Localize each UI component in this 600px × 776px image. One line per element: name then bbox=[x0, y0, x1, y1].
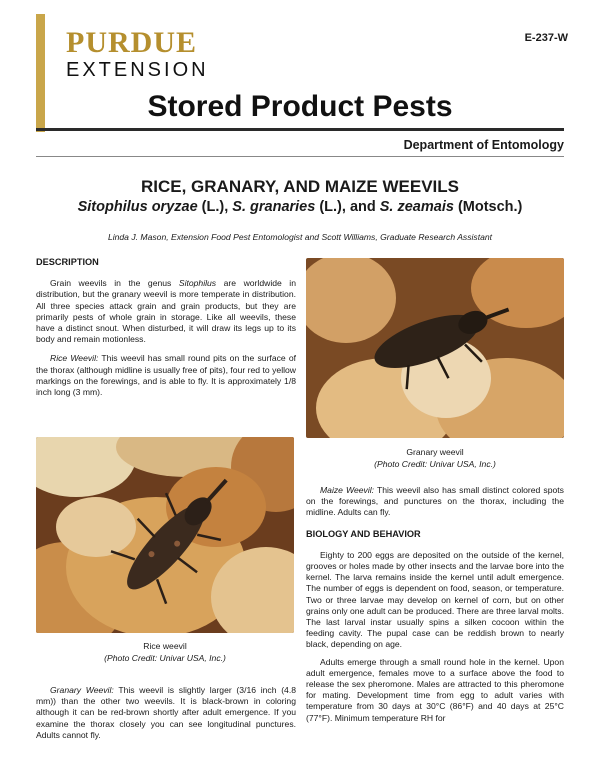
header-divider bbox=[36, 128, 564, 131]
right-column-text bbox=[306, 485, 564, 730]
logo-purdue-text: PURDUE bbox=[66, 26, 197, 59]
description-paragraph: Grain weevils in the genus Sitophilus are worldwide in distribution, but the granary weevil is more temperate in distribution. All three species attack grain and grain products, but they are primarily pests of whole grain in storage. Like all weevils, these have a distinct snout. When disturbed, it will draw its legs up to its body and remain motionless. bbox=[36, 278, 296, 345]
granary-weevil-paragraph bbox=[36, 685, 296, 747]
granary-weevil-text: This weevil is slightly larger (3/16 inch (4.8 mm)) than the other two weevils. It is black-brown in coloring although it can be red-brown shortly after adult emergence. If you examine the thorax closely you can see longitudinal punctures. Adults cannot fly. bbox=[36, 685, 297, 740]
maize-weevil-text: This weevil also has small distinct colored spots on the forewings, and punctures on the thorax, including the midline. Adults can fly. bbox=[306, 485, 564, 518]
photo-credit: (Photo Credit: Univar USA, Inc.) bbox=[104, 653, 226, 663]
description-heading: DESCRIPTION bbox=[36, 257, 99, 267]
biology-paragraph: Eighty to 200 eggs are deposited on the outside of the kernel, grooves or holes made by other insects and the larvae bore into the kernel. The larva remains inside the kernel until adult emergence. The number of eggs is dependent on food, season, or temperature. Two or three larvae may develop on kernel of corn, but on other grains only one adult can be produced. There are three larval molts. The last larval instar usually spins a silken cocoon within the feeding cavity. The pupal case can be reddish brown to nearly black, depending on age. bbox=[306, 549, 564, 650]
rice-weevil-paragraph bbox=[36, 353, 296, 398]
logo-extension-text: EXTENSION bbox=[66, 59, 209, 81]
maize-weevil-paragraph bbox=[306, 485, 564, 519]
description-section bbox=[36, 257, 296, 404]
authors-line: Linda J. Mason, Extension Food Pest Entomologist and Scott Williams, Graduate Research Assistant bbox=[107, 232, 493, 242]
granary-weevil-lead: Granary Weevil: bbox=[50, 685, 114, 695]
article-subtitle: Sitophilus oryzae (L.), S. granaries (L.), and S. zeamais (Motsch.) bbox=[77, 199, 523, 215]
maize-weevil-lead: Maize Weevil: bbox=[320, 485, 375, 495]
department-divider bbox=[36, 156, 564, 157]
rice-weevil-photo bbox=[36, 437, 294, 633]
department-label: Department of Entomology bbox=[403, 138, 564, 152]
adult-emergence-paragraph: Adults emerge through a small round hole in the kernel. Upon adult emergence, females move to a surface above the food to release the sex pheromone. Males are attracted to this pheromone for mating. Development time from egg to adult varies with temperature from 30 days at 30°C (86°F) and 40 days at 25°C (77°F). Minimum temperature RH for bbox=[306, 656, 564, 723]
caption-title: Granary weevil bbox=[406, 447, 464, 457]
granary-weevil-photo bbox=[306, 258, 564, 438]
caption-title: Rice weevil bbox=[143, 641, 187, 651]
photo-credit: (Photo Credit: Univar USA, Inc.) bbox=[374, 459, 496, 469]
article-title: RICE, GRANARY, AND MAIZE WEEVILS bbox=[141, 177, 459, 196]
purdue-extension-logo bbox=[66, 28, 209, 81]
rice-weevil-caption bbox=[36, 640, 294, 664]
biology-heading: BIOLOGY AND BEHAVIOR bbox=[306, 528, 421, 539]
rice-weevil-lead: Rice Weevil: bbox=[50, 353, 99, 364]
publication-number: E-237-W bbox=[524, 32, 568, 44]
granary-weevil-caption bbox=[306, 446, 564, 470]
series-title: Stored Product Pests bbox=[147, 90, 453, 123]
rice-weevil-text: This weevil has small round pits on the surface of the thorax (although midline is usually free of pits), four red to yellow markings on the forewings, and is able to fly. It is approximately 1/8 inch long (3 mm). bbox=[36, 353, 296, 398]
